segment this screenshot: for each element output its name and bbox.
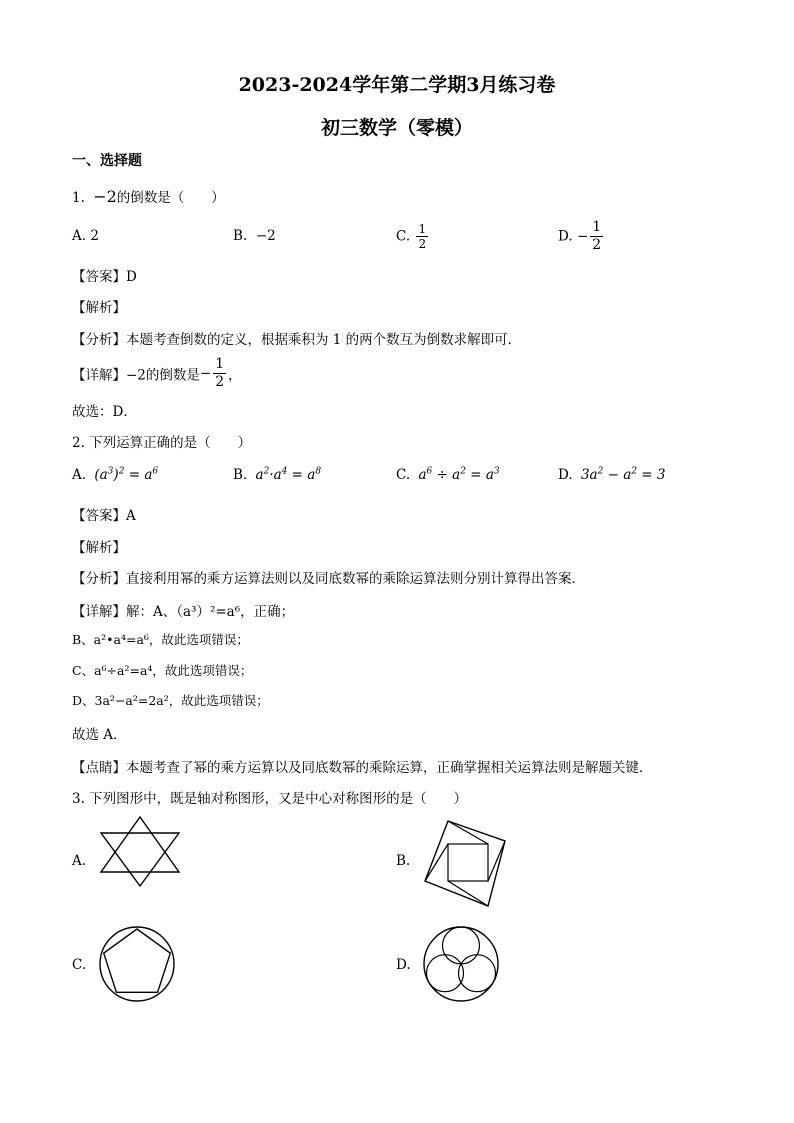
fraction: $\frac{1}{2}$ <box>592 219 602 253</box>
xiangjie-text: −2的倒数是 <box>126 367 200 384</box>
q2-option-d <box>558 467 665 483</box>
math-expr: $a^6 \div a^2 = a^3$ <box>418 466 500 483</box>
fenxi-tag: 【分析】 <box>72 571 126 587</box>
minus-sign: − <box>199 365 212 382</box>
xiangjie-text: 解：A、（a³）²=a⁶，正确； <box>126 604 295 620</box>
minus-sign: − <box>576 228 589 245</box>
q2-xiangjie <box>72 600 294 620</box>
q1-option-a <box>72 228 99 244</box>
option-label: C. <box>396 228 411 245</box>
q3-label-a: A. <box>72 853 87 869</box>
q2-option-b <box>233 467 321 483</box>
q2-dianjing <box>72 756 653 776</box>
q2-stem: 2. 下列运算正确的是（ ） <box>72 435 252 451</box>
q1-text: 的倒数是（ ） <box>116 190 225 206</box>
q2-line-c: C、a⁶÷a²=a⁴，故此选项错误； <box>72 663 253 678</box>
q1-stem <box>72 186 225 206</box>
answer-tag: 【答案】 <box>72 269 126 285</box>
q2-choose: 故选 A． <box>72 727 127 743</box>
math-expr: $a^2\cdot a^4 = a^8$ <box>255 466 322 483</box>
figure-pentagon-in-circle <box>97 924 177 1004</box>
fraction: $\frac{1}{2}$ <box>215 356 225 390</box>
xiangjie-tag: 【详解】 <box>72 604 126 620</box>
page-title: 2023-2024学年第二学期3月练习卷 <box>238 74 556 96</box>
fenxi-tag: 【分析】 <box>72 332 126 348</box>
q3-stem: 3. 下列图形中，既是轴对称图形，又是中心对称图形的是（ ） <box>72 791 468 807</box>
q3-label-c: C. <box>72 957 87 973</box>
option-label: B. <box>233 467 248 483</box>
q1-number: 1. <box>72 190 85 206</box>
q1-xiangjie <box>72 356 242 391</box>
xiangjie-post: ， <box>228 367 242 384</box>
option-label: C. <box>396 467 411 483</box>
q2-line-b: B、a²•a⁴=a⁶，故此选项错误； <box>72 632 249 647</box>
answer-value: A <box>126 508 136 524</box>
q3-label-d: D. <box>396 957 411 973</box>
figure-hexagram <box>98 815 182 889</box>
q2-analysis-tag: 【解析】 <box>72 540 126 556</box>
option-label: D. <box>558 228 573 245</box>
dianjing-tag: 【点睛】 <box>72 760 126 776</box>
option-label: A. <box>72 228 87 244</box>
q1-option-b <box>233 228 276 244</box>
q2-fenxi <box>72 567 585 587</box>
option-value: −2 <box>255 228 276 244</box>
page-subtitle: 初三数学（零模） <box>320 117 473 139</box>
option-label: D. <box>558 467 573 483</box>
q2-option-a <box>72 467 158 483</box>
option-label: A. <box>72 467 87 483</box>
option-label: B. <box>233 228 248 244</box>
q1-fenxi <box>72 328 521 348</box>
q1-analysis-tag: 【解析】 <box>72 300 126 316</box>
fenxi-text: 本题考查倒数的定义，根据乘积为 1 的两个数互为倒数求解即可． <box>126 332 522 348</box>
fraction: $\frac{1}{2}$ <box>418 222 427 251</box>
q1-answer <box>72 265 137 285</box>
option-value: 2 <box>90 228 99 244</box>
q1-expr: −2 <box>93 187 117 206</box>
q1-option-c <box>396 222 430 251</box>
q2-line-d: D、3a²−a²=2a²，故此选项错误； <box>72 693 269 708</box>
q1-choose: 故选：D． <box>72 404 137 420</box>
q1-option-d <box>558 219 605 254</box>
q2-answer <box>72 504 136 524</box>
fenxi-text: 直接利用幂的乘方运算法则以及同底数幂的乘除运算法则分别计算得出答案． <box>126 571 585 587</box>
figure-square-triangles <box>420 818 510 908</box>
answer-tag: 【答案】 <box>72 508 126 524</box>
q2-option-c <box>396 467 500 483</box>
math-expr: $3a^2 - a^2 = 3$ <box>580 466 666 483</box>
figure-three-petals-in-circle <box>421 924 501 1004</box>
answer-value: D <box>126 269 137 285</box>
dianjing-text: 本题考查了幂的乘方运算以及同底数幂的乘除运算，正确掌握相关运算法则是解题关键． <box>126 760 653 776</box>
math-expr: $(a^3)^2 = a^6$ <box>94 466 159 483</box>
section-heading: 一、选择题 <box>72 153 142 169</box>
xiangjie-tag: 【详解】 <box>72 367 126 384</box>
q3-label-b: B. <box>396 853 411 869</box>
